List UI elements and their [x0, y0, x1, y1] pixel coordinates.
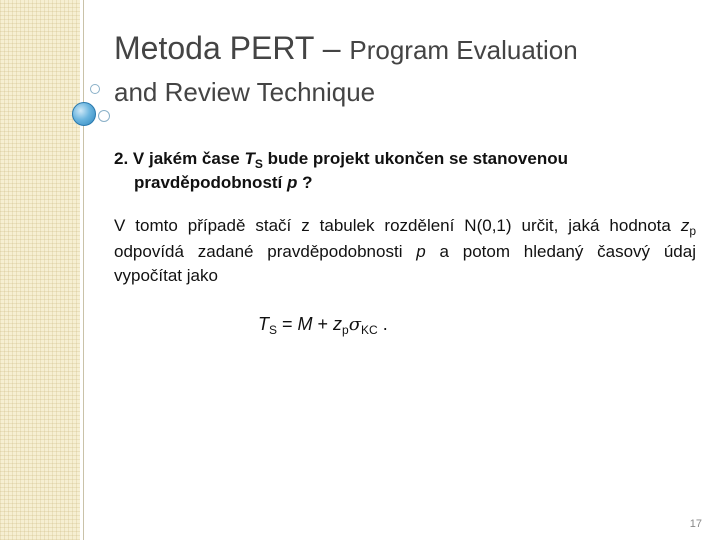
formula — [258, 314, 388, 337]
formula-t-sub: S — [269, 323, 278, 337]
decorative-ring-icon — [90, 84, 100, 94]
formula-t: T — [258, 314, 269, 334]
page-number: 17 — [689, 518, 702, 530]
title-main: Metoda PERT – — [114, 30, 350, 66]
question-t-var: T — [244, 149, 255, 168]
paragraph-part-3: a potom hledaný časový údaj vypočítat jako — [114, 241, 696, 285]
question-line2-post: ? — [297, 173, 313, 193]
title-sub-2: and Review Technique — [114, 77, 376, 107]
formula-m: M — [297, 314, 313, 334]
paragraph-z-sub: p — [689, 224, 696, 238]
question-block — [114, 148, 694, 195]
question-t-sub: S — [254, 157, 263, 171]
formula-sigma: σ — [348, 314, 362, 335]
question-line-2 — [114, 172, 694, 195]
question-p-var: p — [287, 173, 298, 193]
paragraph-part-2: odpovídá zadané pravděpodobnosti — [114, 241, 417, 261]
paragraph-z-var: z — [680, 216, 690, 235]
formula-sigma-sub: KC — [361, 323, 378, 337]
paragraph-p-var: p — [416, 241, 426, 261]
paragraph-part-1: V tomto případě stačí z tabulek rozdělení N(0,1) určit, jaká hodnota — [114, 216, 681, 235]
title-sub-1: Program Evaluation — [349, 35, 578, 65]
formula-eq: = — [277, 314, 298, 334]
question-number: 2. — [114, 149, 129, 168]
side-decoration-band — [0, 0, 80, 540]
formula-z-sub: p — [342, 323, 349, 337]
formula-z: z — [333, 314, 343, 334]
decorative-ball-icon — [72, 102, 96, 126]
decorative-ring-icon — [98, 110, 110, 122]
question-line2-pre: pravděpodobností — [134, 173, 287, 193]
formula-end: . — [377, 314, 388, 334]
slide-title — [114, 28, 704, 109]
question-text-post: bude projekt ukončen se stanovenou — [262, 149, 568, 168]
formula-plus: + — [312, 314, 334, 334]
explanation-paragraph — [114, 214, 696, 287]
question-text-pre: V jakém čase — [132, 149, 245, 168]
side-divider-line — [83, 0, 84, 540]
